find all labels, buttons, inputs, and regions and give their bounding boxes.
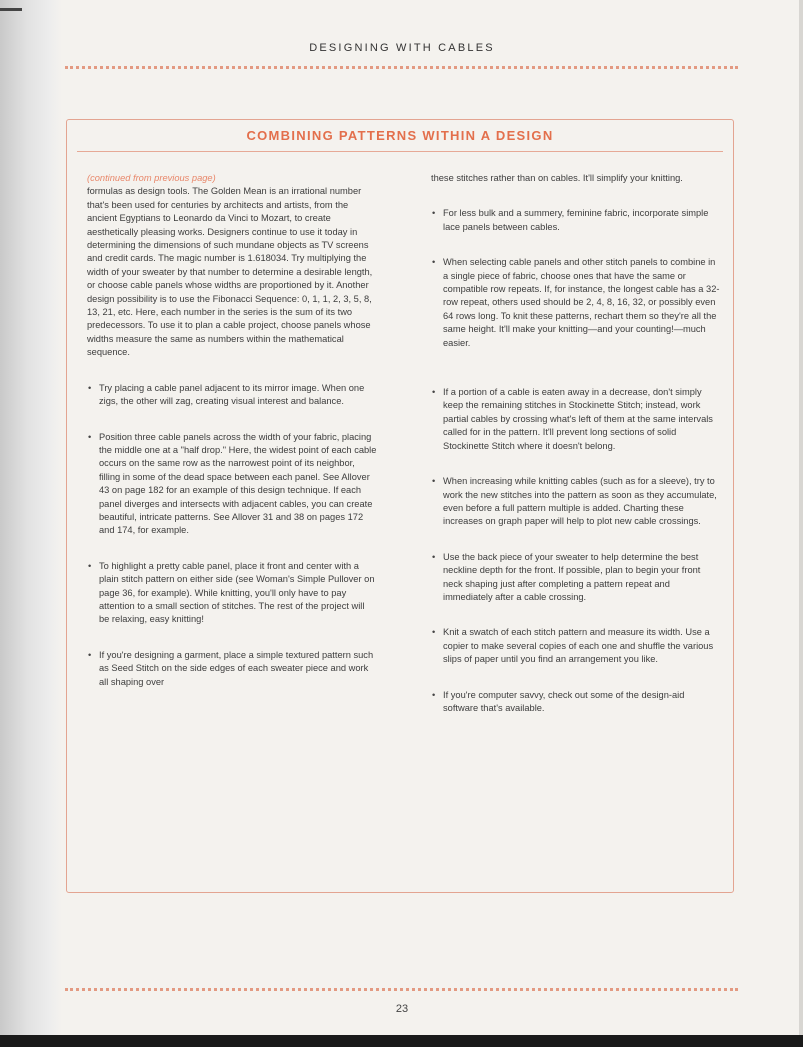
bullet-item: • If you're designing a garment, place a simple textured pattern such as Seed Stitch on the side edges of each sweater piece and work all shaping over bbox=[87, 649, 377, 689]
scan-bottom-edge bbox=[0, 1035, 803, 1047]
left-column bbox=[87, 172, 377, 689]
bullet-item: • Knit a swatch of each stitch pattern and measure its width. Use a copier to make several copies of each one and shuffle the various slips of paper until you find an arrangement you like. bbox=[431, 626, 721, 666]
sidebar-box bbox=[66, 119, 734, 893]
page-edge-shadow bbox=[799, 0, 803, 1035]
sidebar-title-rule bbox=[77, 151, 723, 152]
continued-label: (continued from previous page) bbox=[87, 173, 216, 183]
continued-paragraph: these stitches rather than on cables. It'll simplify your knitting. bbox=[431, 173, 683, 183]
bullet-item: • To highlight a pretty cable panel, place it front and center with a plain stitch pattern on either side (see Woman's Simple Pullover on page 36, for example). While knitting, you'll only have to pay attention to a small section of stitches. The rest of the project will be relaxing, easy knitting! bbox=[87, 560, 377, 627]
bullet-item: • Use the back piece of your sweater to help determine the best neckline depth for the front. If possible, plan to begin your front neck shaping just after completing a pattern repeat and immediately after a cable crossing. bbox=[431, 551, 721, 605]
book-spine-shadow bbox=[0, 0, 62, 1047]
page-number: 23 bbox=[395, 1003, 409, 1015]
bullet-item: • When increasing while knitting cables (such as for a sleeve), try to work the new stitches into the pattern as soon as they accumulate, even before a full pattern multiple is added. Charting these increases on graph paper will help to plot new cable crossings. bbox=[431, 475, 721, 529]
intro-paragraph bbox=[87, 172, 377, 360]
right-column bbox=[431, 172, 721, 715]
bullet-item: • If a portion of a cable is eaten away in a decrease, don't simply keep the remaining stitches in Stockinette Stitch; instead, work partial cables by crossing what's left of them at the same intervals called for in the pattern. It'll prevent long sections of solid Stockinette Stitch where it doesn't belong. bbox=[431, 386, 721, 453]
bullet-item: • If you're computer savvy, check out some of the design-aid software that's available. bbox=[431, 689, 721, 716]
spine-mark bbox=[0, 8, 22, 11]
top-dotted-rule bbox=[65, 66, 738, 69]
bullet-item: • For less bulk and a summery, feminine fabric, incorporate simple lace panels between cables. bbox=[431, 207, 721, 234]
bottom-dotted-rule bbox=[65, 988, 738, 991]
right-bullet-list bbox=[431, 207, 721, 715]
bullet-item: • Try placing a cable panel adjacent to its mirror image. When one zigs, the other will zag, creating visual interest and balance. bbox=[87, 382, 377, 409]
running-head: DESIGNING WITH CABLES bbox=[309, 42, 495, 54]
bullet-item: • When selecting cable panels and other stitch panels to combine in a single piece of fabric, choose ones that have the same or compatible row repeats. If, for instance, the longest cable has a 32-row repeat, others used should be 2, 4, 8, 16, 32, or possibly even 64 rows long. To knit these patterns, rechart them so they're all the same height. It'll make your knitting—and your counting!—much easier. bbox=[431, 256, 721, 350]
bullet-item: • Position three cable panels across the width of your fabric, placing the middle one at a "half drop." Here, the widest point of each cable occurs on the same row as the narrowest point of its neighbor, filling in some of the dead space between each panel. See Allover 43 on page 182 for an example of this design technique. If each panel diverges and intersects with adjacent cables, you can create beautiful, intricate patterns. See Allover 31 and 38 on pages 172 and 174, for example. bbox=[87, 431, 377, 538]
left-bullet-list bbox=[87, 382, 377, 689]
intro-text: formulas as design tools. The Golden Mean is an irrational number that's been used for centuries by architects and artists, from the ancient Egyptians to Leonardo da Vinci to Mozart, to create aesthetically pleasing works. Designers continue to use it today in determining the dimensions of such mundane objects as TV screens and credit cards. The magic number is 1.618034. Try multiplying the width of your sweater by that number to determine a desirable length, or choose cable panels whose widths are proportioned by it. Another design possibility is to use the Fibonacci Sequence: 0, 1, 1, 2, 3, 5, 8, 13, 21, etc. Here, each number in the series is the sum of its two predecessors. To use it to plan a cable project, choose panels whose widths measure the same as numbers within the mathematical sequence. bbox=[87, 186, 373, 358]
sidebar-title: COMBINING PATTERNS WITHIN A DESIGN bbox=[246, 128, 554, 143]
